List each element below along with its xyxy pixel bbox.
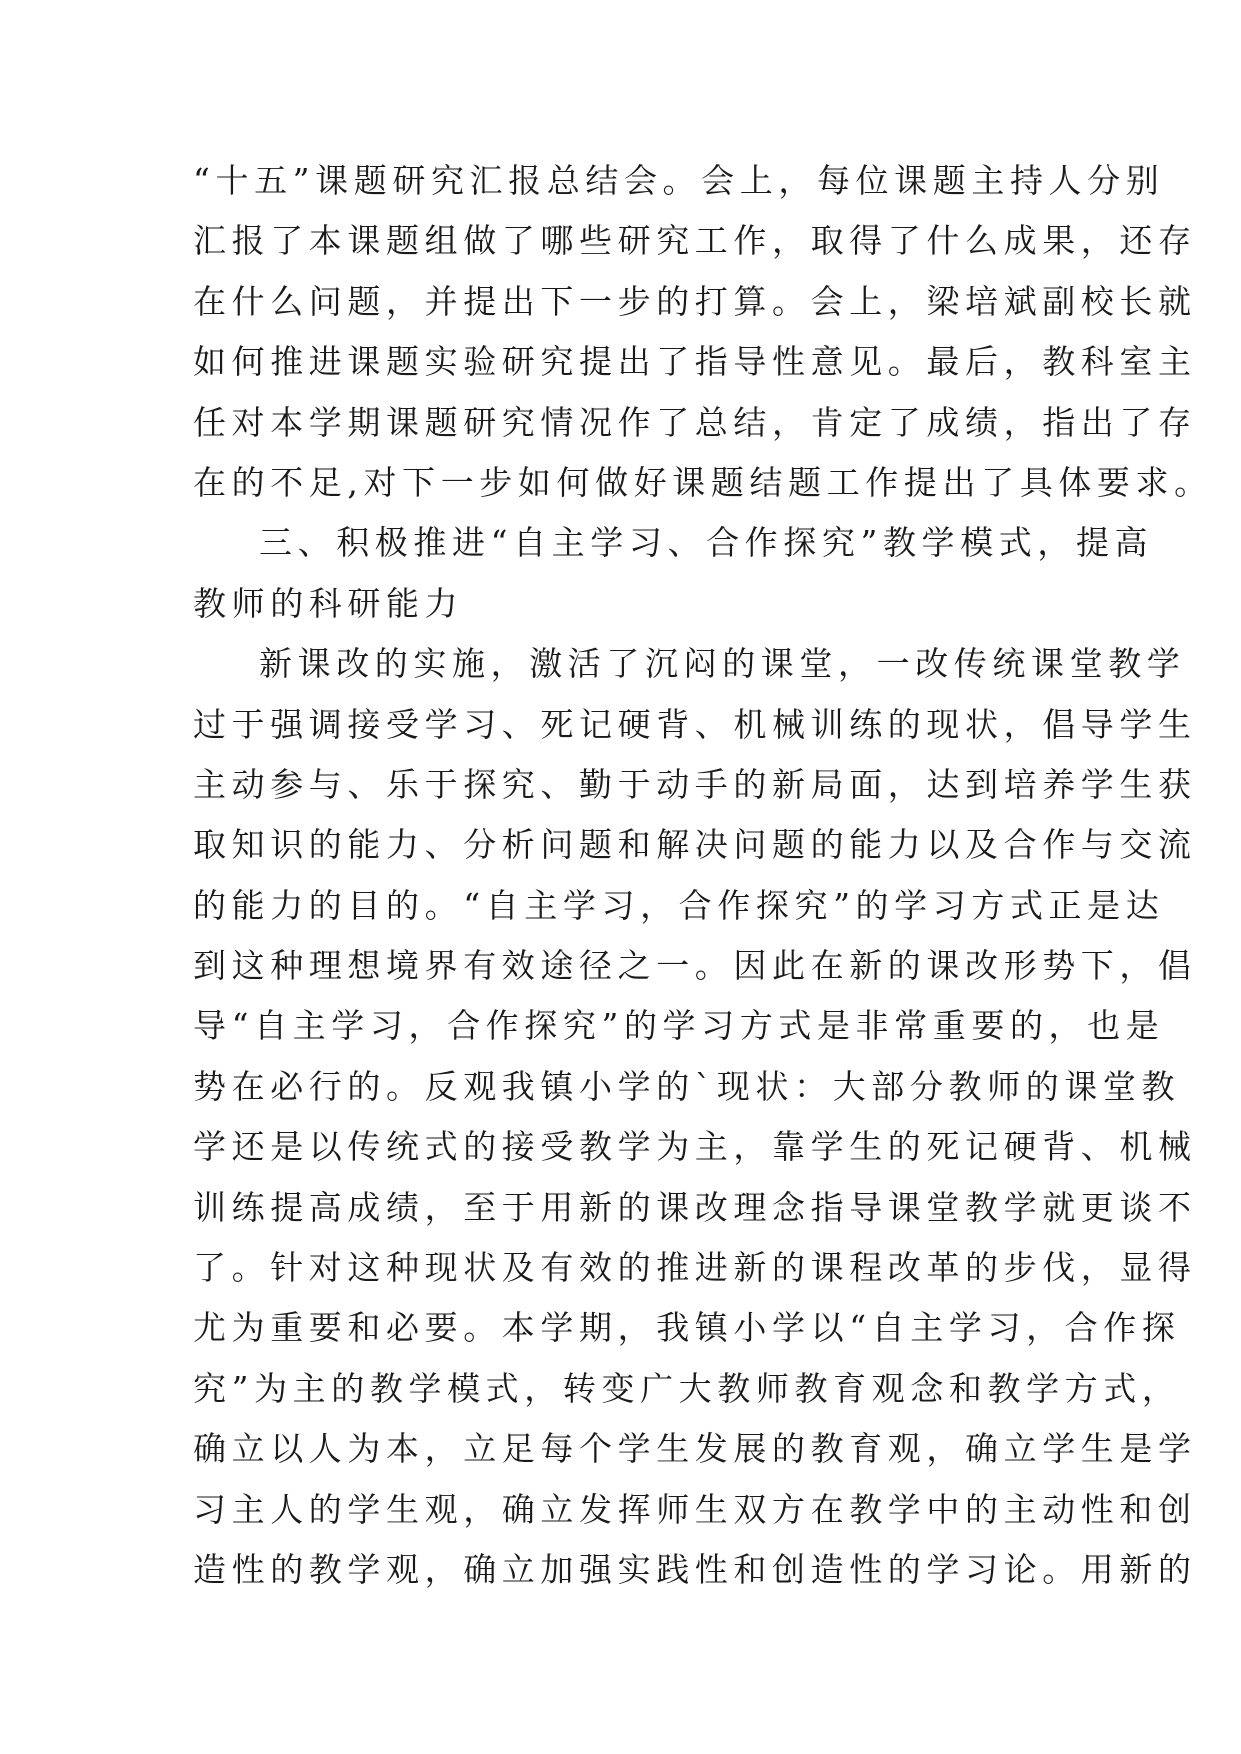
text-line: 造性的教学观，确立加强实践性和创造性的学习论。用新的 [193,1549,1197,1589]
text-line: 主动参与、乐于探究、勤于动手的新局面，达到培养学生获 [193,764,1197,804]
text-line: 了。针对这种现状及有效的推进新的课程改革的步伐，显得 [193,1248,1197,1288]
text-line: 尤为重要和必要。本学期，我镇小学以“自主学习，合作探 [193,1308,1181,1348]
text-line: 到这种理想境界有效途径之一。因此在新的课改形势下，倡 [193,946,1197,986]
text-line: 在的不足,对下一步如何做好课题结题工作提出了具体要求。 [193,462,1213,502]
text-line: 究”为主的教学模式，转变广大教师教育观念和教学方式， [193,1368,1181,1408]
paragraph-start: 新课改的实施，激活了沉闷的课堂，一改传统课堂教学 [259,644,1186,684]
text-line: 的能力的目的。“自主学习，合作探究”的学习方式正是达 [193,885,1165,925]
text-line: 习主人的学生观，确立发挥师生双方在教学中的主动性和创 [193,1489,1197,1529]
text-line: 任对本学期课题研究情况作了总结，肯定了成绩，指出了存 [193,402,1197,442]
text-line: 学还是以传统式的接受教学为主，靠学生的死记硬背、机械 [193,1127,1197,1167]
text-line: 过于强调接受学习、死记硬背、机械训练的现状，倡导学生 [193,704,1197,744]
text-line: 在什么问题，并提出下一步的打算。会上，梁培斌副校长就 [193,281,1197,321]
body-text [193,151,1213,1600]
text-line: 取知识的能力、分析问题和解决问题的能力以及合作与交流 [193,825,1197,865]
text-line: “十五”课题研究汇报总结会。会上，每位课题主持人分别 [193,161,1165,200]
text-line: 汇报了本课题组做了哪些研究工作，取得了什么成果，还存 [193,221,1197,261]
text-line: 确立以人为本，立足每个学生发展的教育观，确立学生是学 [193,1429,1197,1469]
text-line: 如何推进课题实验研究提出了指导性意见。最后，教科室主 [193,342,1197,382]
section-heading: 三、积极推进“自主学习、合作探究”教学模式，提高 [259,523,1154,563]
text-line: 势在必行的。反观我镇小学的`现状：大部分教师的课堂教 [193,1066,1181,1106]
section-heading-continued: 教师的科研能力 [193,583,464,623]
text-line: 训练提高成绩，至于用新的课改理念指导课堂教学就更谈不 [193,1187,1197,1227]
text-line: 导“自主学习，合作探究”的学习方式是非常重要的，也是 [193,1006,1165,1046]
